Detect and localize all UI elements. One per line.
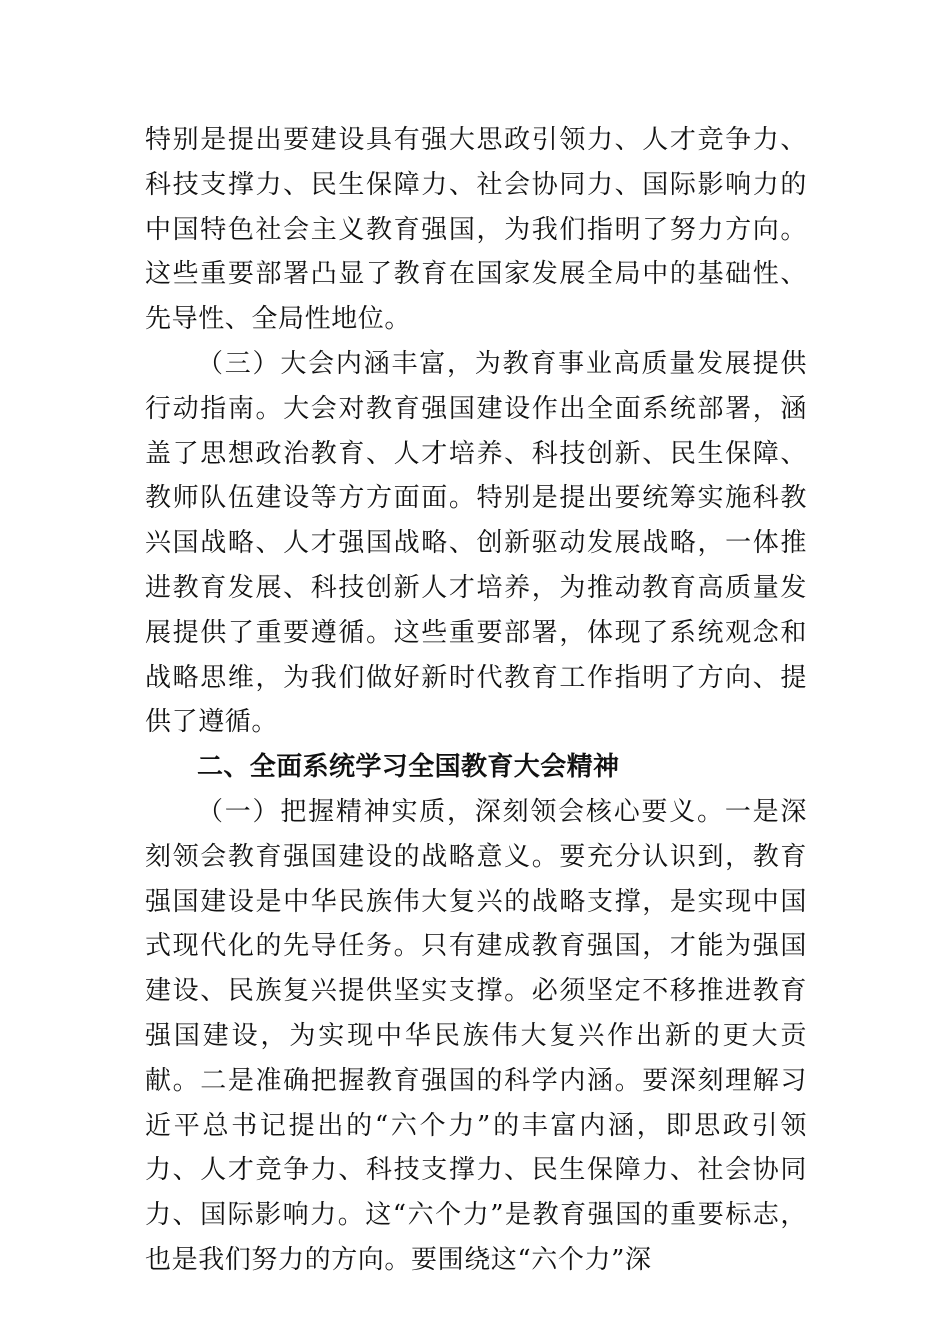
paragraph-continued-six-forces: 特别是提出要建设具有强大思政引领力、人才竞争力、科技支撑力、民生保障力、社会协同力、国际影响力的中国特色社会主义教育强国，为我们指明了努力方向。这些重要部署凸显了教育在国家发展全局中的基础性、先导性、全局性地位。	[145, 125, 807, 335]
paragraph-section-three: （三）大会内涵丰富，为教育事业高质量发展提供行动指南。大会对教育强国建设作出全面系统部署，涵盖了思想政治教育、人才培养、科技创新、民生保障、教师队伍建设等方方面面。特别是提出要统筹实施科教兴国战略、人才强国战略、创新驱动发展战略，一体推进教育发展、科技创新人才培养，为推动教育高质量发展提供了重要遵循。这些重要部署，体现了系统观念和战略思维，为我们做好新时代教育工作指明了方向、提供了遵循。	[145, 348, 807, 738]
document-body	[145, 118, 807, 1283]
paragraph-subsection-one: （一）把握精神实质，深刻领会核心要义。一是深刻领会教育强国建设的战略意义。要充分认识到，教育强国建设是中华民族伟大复兴的战略支撑，是实现中国式现代化的先导任务。只有建成教育强国，才能为强国建设、民族复兴提供坚实支撑。必须坚定不移推进教育强国建设，为实现中华民族伟大复兴作出新的更大贡献。二是准确把握教育强国的科学内涵。要深刻理解习近平总书记提出的“六个力”的丰富内涵，即思政引领力、人才竞争力、科技支撑力、民生保障力、社会协同力、国际影响力。这“六个力”是教育强国的重要标志，也是我们努力的方向。要围绕这“六个力”深	[145, 796, 807, 1275]
section-heading-two: 二、全面系统学习全国教育大会精神	[197, 752, 620, 783]
